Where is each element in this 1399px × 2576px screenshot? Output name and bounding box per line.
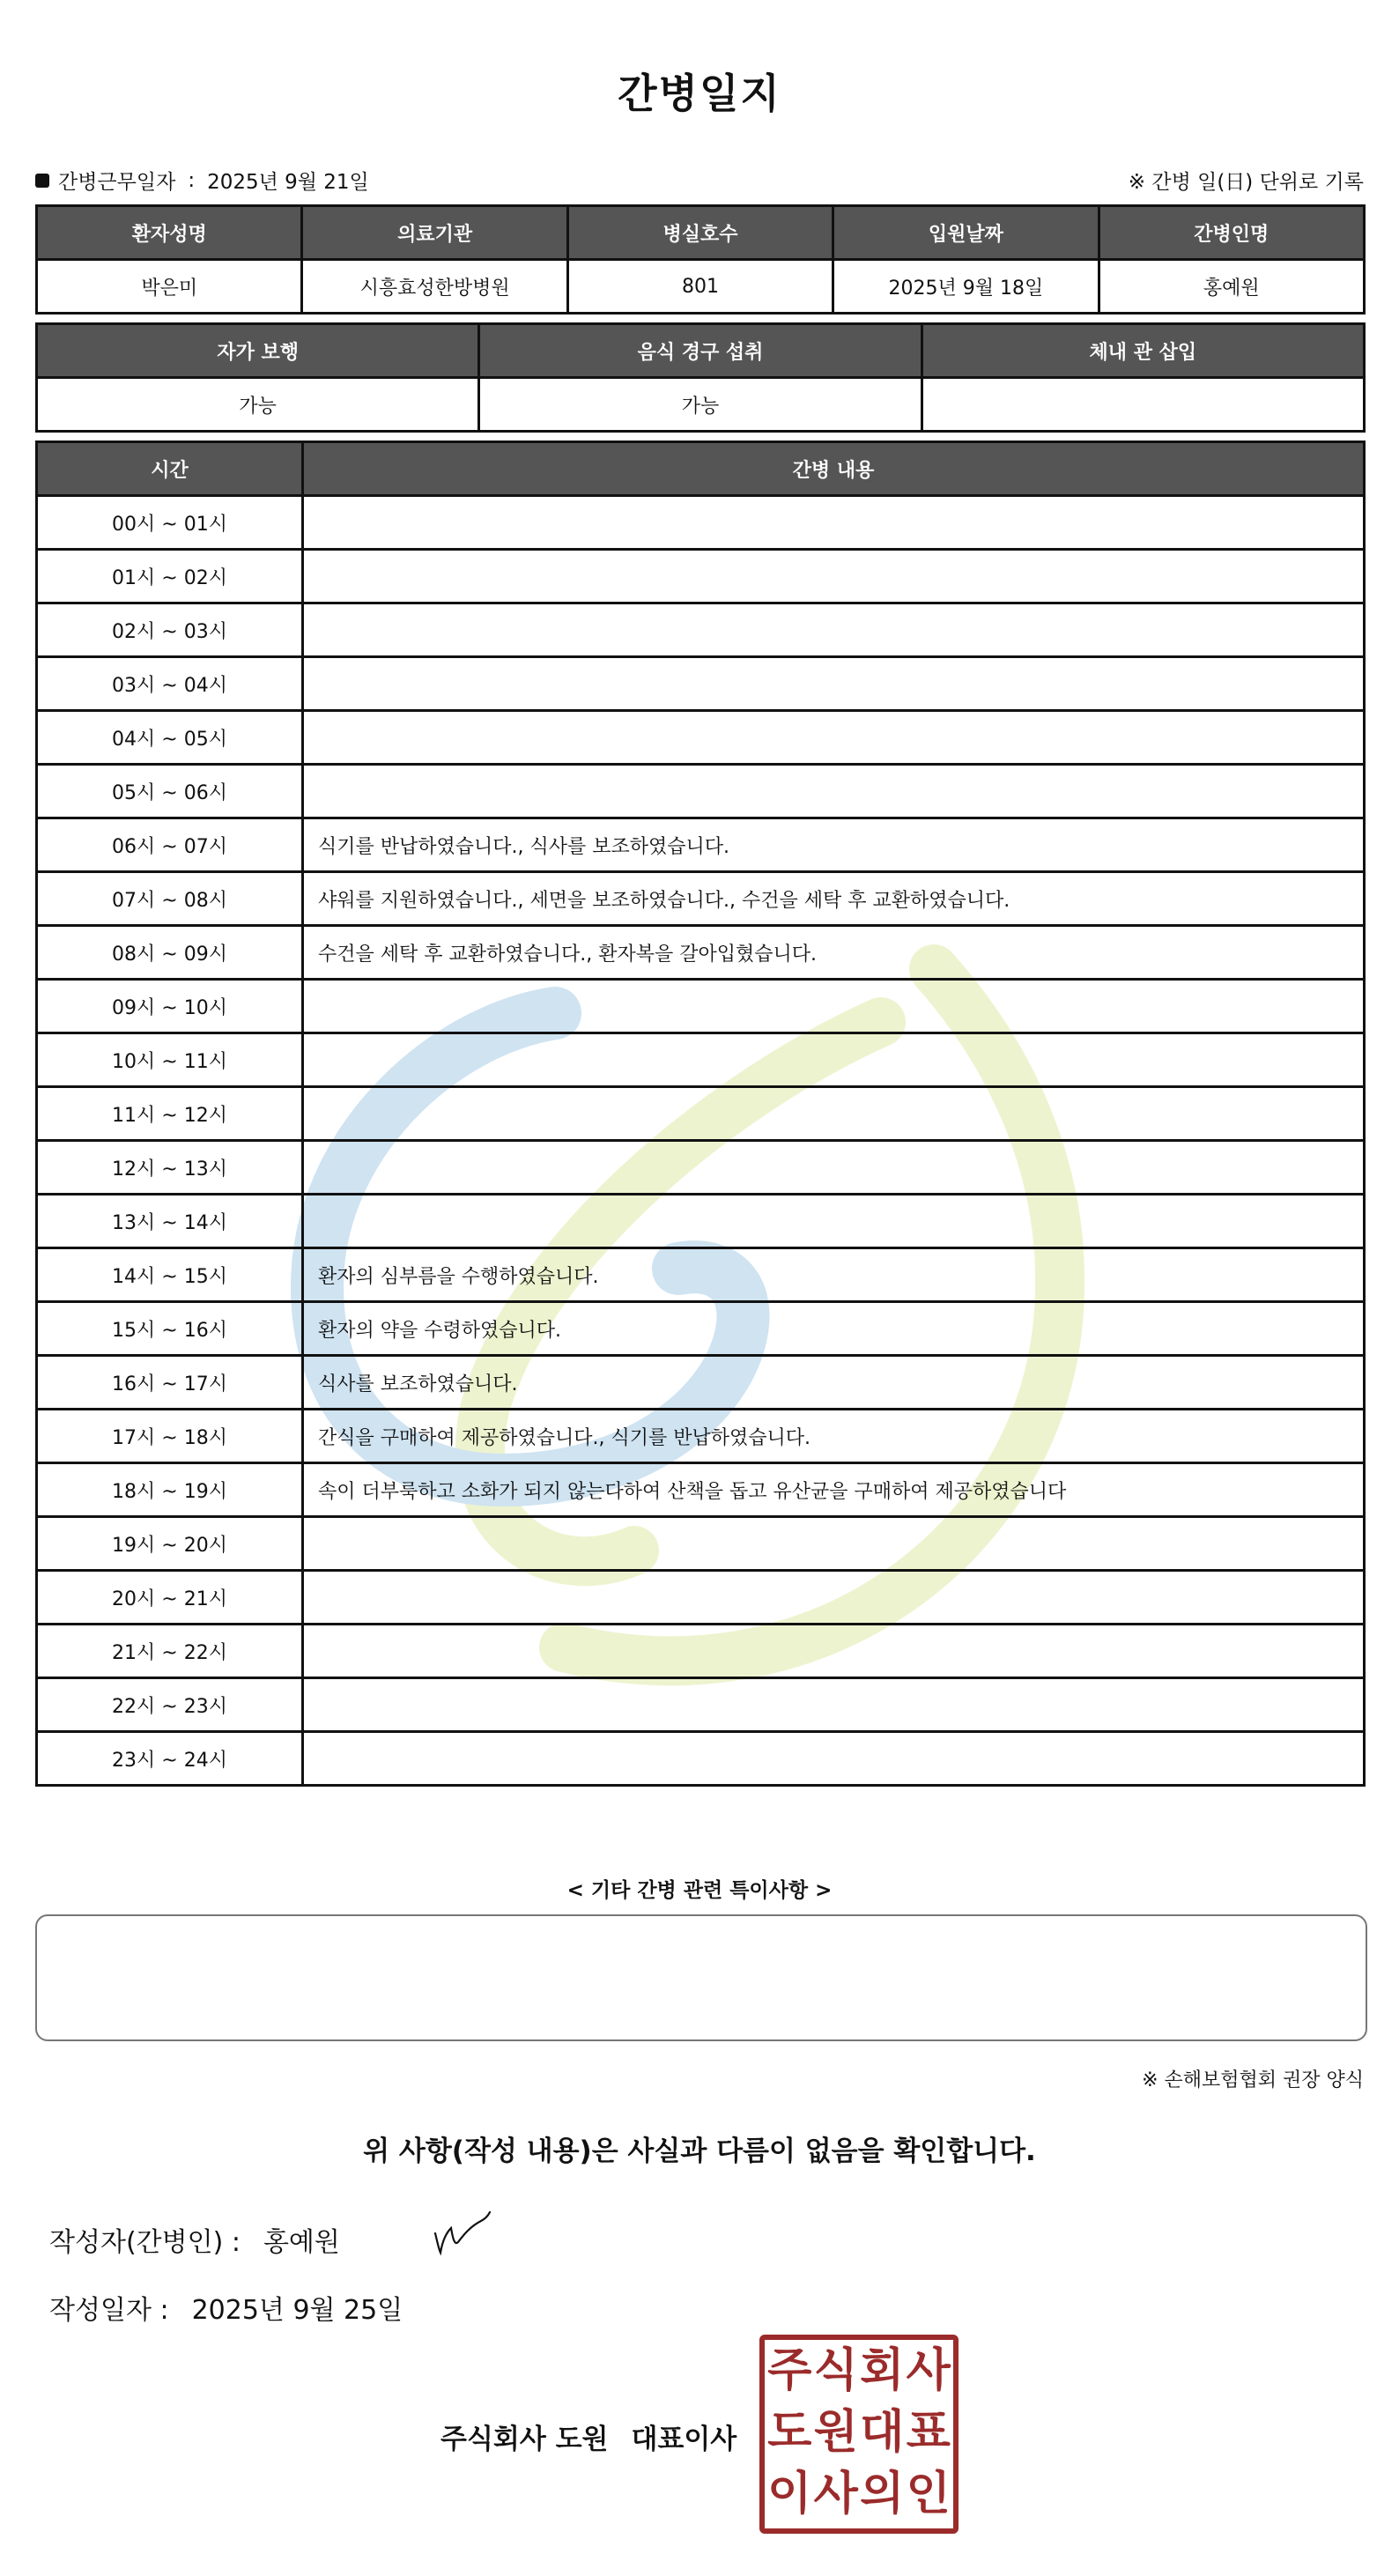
status-value-row [37, 378, 1365, 432]
log-content-cell [303, 1033, 1365, 1087]
header-admission-date: 입원날짜 [833, 206, 1099, 260]
seal-char: 회 [860, 2344, 905, 2397]
log-content-cell [303, 496, 1365, 550]
care-log-row [37, 1410, 1365, 1463]
patient-info-table [35, 204, 1366, 315]
log-time-cell: 00시 ~ 01시 [37, 496, 303, 550]
care-log-row [37, 1033, 1365, 1087]
log-content-cell [303, 765, 1365, 818]
care-log-row [37, 1517, 1365, 1571]
header-tube-insertion: 체내 관 삽입 [922, 324, 1364, 378]
page-title: 간병일지 [618, 70, 781, 117]
log-content-cell [303, 603, 1365, 657]
care-log-row [37, 818, 1365, 872]
log-content-cell [303, 550, 1365, 603]
oral-intake-value: 가능 [479, 378, 922, 432]
room-number: 801 [567, 260, 833, 314]
header-room-number: 병실호수 [567, 206, 833, 260]
care-log-row [37, 1248, 1365, 1302]
seal-char: 의 [860, 2468, 905, 2520]
log-content-cell [303, 980, 1365, 1033]
patient-name: 박은미 [37, 260, 302, 314]
tube-insertion-value [922, 378, 1364, 432]
log-time-cell: 03시 ~ 04시 [37, 657, 303, 711]
seal-char: 이 [767, 2468, 812, 2520]
work-date [35, 166, 369, 195]
company-role: 대표이사 [631, 2424, 737, 2455]
log-time-cell: 17시 ~ 18시 [37, 1410, 303, 1463]
seal-char: 대 [860, 2406, 905, 2459]
care-log-header-row [37, 442, 1365, 496]
seal-char: 주 [767, 2344, 812, 2397]
header-time: 시간 [37, 442, 303, 496]
care-log-row [37, 1087, 1365, 1141]
work-date-value: 2025년 9월 21일 [207, 171, 369, 194]
company-name: 주식회사 도원 [440, 2424, 609, 2455]
log-time-cell: 21시 ~ 22시 [37, 1625, 303, 1678]
seal-char: 표 [906, 2406, 951, 2459]
writer-name: 홍예원 [263, 2227, 340, 2258]
care-log-row [37, 980, 1365, 1033]
care-log-body [37, 496, 1365, 1786]
log-content-cell [303, 1195, 1365, 1248]
log-time-cell: 04시 ~ 05시 [37, 711, 303, 765]
log-content-cell: 식사를 보조하였습니다. [303, 1356, 1365, 1410]
header-oral-intake: 음식 경구 섭취 [479, 324, 922, 378]
log-time-cell: 18시 ~ 19시 [37, 1463, 303, 1517]
care-log-row [37, 657, 1365, 711]
care-log-row [37, 1732, 1365, 1786]
log-time-cell: 09시 ~ 10시 [37, 980, 303, 1033]
care-log-row [37, 1678, 1365, 1732]
log-time-cell: 22시 ~ 23시 [37, 1678, 303, 1732]
log-content-cell [303, 1087, 1365, 1141]
log-content-cell: 샤워를 지원하였습니다., 세면을 보조하였습니다., 수건을 세탁 후 교환하였습니다. [303, 872, 1365, 926]
company-line [440, 2417, 737, 2456]
log-time-cell: 23시 ~ 24시 [37, 1732, 303, 1786]
log-content-cell [303, 711, 1365, 765]
log-time-cell: 08시 ~ 09시 [37, 926, 303, 980]
care-log-row [37, 872, 1365, 926]
handwritten-signature [430, 2207, 500, 2260]
seal-char: 사 [813, 2468, 858, 2520]
log-time-cell: 12시 ~ 13시 [37, 1141, 303, 1195]
log-content-cell: 수건을 세탁 후 교환하였습니다., 환자복을 갈아입혔습니다. [303, 926, 1365, 980]
care-log-table [35, 440, 1366, 1787]
log-time-cell: 06시 ~ 07시 [37, 818, 303, 872]
log-content-cell [303, 1678, 1365, 1732]
seal-char: 원 [813, 2406, 858, 2459]
seal-char: 도 [767, 2406, 812, 2459]
seal-char: 식 [813, 2344, 858, 2397]
log-time-cell: 15시 ~ 16시 [37, 1302, 303, 1356]
written-date-line [49, 2288, 403, 2327]
care-log-row [37, 711, 1365, 765]
written-date-value: 2025년 9월 25일 [191, 2295, 403, 2326]
special-notes-box [35, 1914, 1367, 2041]
log-content-cell: 간식을 구매하여 제공하였습니다., 식기를 반납하였습니다. [303, 1410, 1365, 1463]
log-time-cell: 11시 ~ 12시 [37, 1087, 303, 1141]
square-bullet-icon [35, 174, 49, 188]
header-caregiver-name: 간병인명 [1099, 206, 1364, 260]
log-time-cell: 16시 ~ 17시 [37, 1356, 303, 1410]
work-date-separator: : [188, 168, 196, 192]
care-log-row [37, 1625, 1365, 1678]
care-log-row [37, 550, 1365, 603]
log-time-cell: 19시 ~ 20시 [37, 1517, 303, 1571]
care-log-row [37, 1141, 1365, 1195]
log-content-cell [303, 657, 1365, 711]
log-content-cell [303, 1571, 1365, 1625]
log-time-cell: 02시 ~ 03시 [37, 603, 303, 657]
log-time-cell: 20시 ~ 21시 [37, 1571, 303, 1625]
seal-char: 인 [906, 2468, 951, 2520]
caregiver-name: 홍예원 [1099, 260, 1364, 314]
work-date-label: 간병근무일자 [58, 171, 176, 194]
log-content-cell: 식기를 반납하였습니다., 식사를 보조하였습니다. [303, 818, 1365, 872]
care-log-row [37, 1356, 1365, 1410]
status-header-row [37, 324, 1365, 378]
patient-info-header-row [37, 206, 1365, 260]
log-content-cell: 속이 더부룩하고 소화가 되지 않는다하여 산책을 돕고 유산균을 구매하여 제공하였습니다 [303, 1463, 1365, 1517]
record-unit-note: ※ 간병 일(日) 단위로 기록 [1128, 171, 1364, 194]
log-content-cell [303, 1141, 1365, 1195]
care-log-row [37, 603, 1365, 657]
written-date-label: 작성일자 : [49, 2295, 169, 2326]
patient-info-value-row [37, 260, 1365, 314]
confirmation-statement: 위 사항(작성 내용)은 사실과 다름이 없음을 확인합니다. [363, 2136, 1036, 2167]
log-time-cell: 07시 ~ 08시 [37, 872, 303, 926]
log-time-cell: 14시 ~ 15시 [37, 1248, 303, 1302]
log-time-cell: 01시 ~ 02시 [37, 550, 303, 603]
association-form-note: ※ 손해보험협회 권장 양식 [1142, 2069, 1364, 2091]
writer-line [49, 2220, 340, 2259]
log-content-cell [303, 1625, 1365, 1678]
care-log-row [37, 496, 1365, 550]
care-log-row [37, 1195, 1365, 1248]
writer-label: 작성자(간병인) : [49, 2227, 241, 2258]
header-self-walking: 자가 보행 [37, 324, 479, 378]
hospital-name: 시흥효성한방병원 [302, 260, 567, 314]
care-log-row [37, 1463, 1365, 1517]
patient-status-table [35, 322, 1366, 433]
header-hospital: 의료기관 [302, 206, 567, 260]
care-log-row [37, 1571, 1365, 1625]
admission-date: 2025년 9월 18일 [833, 260, 1099, 314]
header-patient-name: 환자성명 [37, 206, 302, 260]
log-time-cell: 13시 ~ 14시 [37, 1195, 303, 1248]
seal-char: 사 [906, 2344, 951, 2397]
self-walking-value: 가능 [37, 378, 479, 432]
log-time-cell: 05시 ~ 06시 [37, 765, 303, 818]
special-notes-title: < 기타 간병 관련 특이사항 > [566, 1879, 833, 1902]
company-seal-stamp [759, 2335, 959, 2534]
log-content-cell [303, 1517, 1365, 1571]
log-content-cell [303, 1732, 1365, 1786]
log-content-cell: 환자의 약을 수령하였습니다. [303, 1302, 1365, 1356]
care-log-row [37, 1302, 1365, 1356]
log-content-cell: 환자의 심부름을 수행하였습니다. [303, 1248, 1365, 1302]
seal-characters [766, 2340, 951, 2525]
care-log-row [37, 765, 1365, 818]
care-log-row [37, 926, 1365, 980]
log-time-cell: 10시 ~ 11시 [37, 1033, 303, 1087]
header-care-content: 간병 내용 [303, 442, 1365, 496]
